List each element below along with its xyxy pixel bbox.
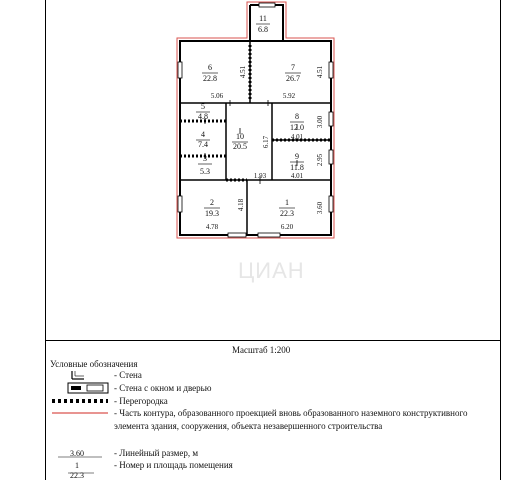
- dimension-label: 4.18: [237, 198, 245, 212]
- contour-part-symbol: [50, 406, 112, 420]
- room-number: 11: [259, 14, 267, 23]
- dimension-label: 4.01: [290, 133, 304, 141]
- room-label-9: [290, 152, 304, 172]
- dimension-label: 4.51: [239, 65, 247, 79]
- dimension-label: 2.95: [316, 153, 324, 167]
- room-area: 12.0: [290, 123, 304, 132]
- room-number: 5: [201, 102, 205, 111]
- room-area: 22.8: [203, 74, 217, 83]
- room-number: 1: [285, 198, 289, 207]
- room-label-4: [196, 130, 210, 149]
- room-number: 8: [295, 112, 299, 121]
- room-area: 20.5: [233, 142, 247, 151]
- room-area: 6.8: [258, 25, 268, 34]
- dimension-label: 5.92: [282, 92, 296, 100]
- room-number: 3: [203, 154, 207, 163]
- room-number: 9: [295, 152, 299, 161]
- room-label-1: [279, 198, 295, 218]
- room-number: 2: [210, 198, 214, 207]
- watermark: ЦИАН: [238, 258, 305, 283]
- legend-sample-dimension: 3.60: [70, 449, 84, 458]
- dimension-label: 4.51: [316, 65, 324, 79]
- legend-sample-room-no: 1: [75, 461, 79, 470]
- wall-symbol: [50, 368, 112, 382]
- dimension-label: 4.01: [290, 172, 304, 180]
- room-label-5: [196, 102, 210, 121]
- room-area: 11.8: [290, 163, 304, 172]
- legend-wall-window-door: - Стена с окном и дверью: [114, 383, 212, 393]
- legend-sample-room-area: 22.3: [70, 471, 84, 480]
- room-number: 7: [291, 63, 295, 72]
- room-label-2: [204, 198, 220, 218]
- dimension-label: 1.93: [253, 172, 267, 180]
- room-number: 4: [201, 130, 205, 139]
- scale-label: Масштаб 1:200: [232, 345, 291, 355]
- wall-window-door-symbol: [50, 381, 112, 395]
- dimension-label: 6.17: [262, 135, 270, 149]
- sheet-frame-divider: [45, 340, 500, 341]
- legend-contour-part: - Часть контура, образованного проекцией вновь образованного наземного конструктивного элемента здания, сооружения, объекта незавершенного строительства: [114, 408, 468, 431]
- room-area: 7.4: [198, 140, 208, 149]
- room-area: 5.3: [200, 167, 210, 176]
- room-label-7: [285, 63, 301, 83]
- room-number: 10: [236, 132, 244, 141]
- dimension-label: 5.06: [210, 92, 224, 100]
- dimension-label: 4.78: [205, 223, 219, 231]
- legend-room-number: - Номер и площадь помещения: [114, 460, 233, 470]
- room-number: 6: [208, 63, 212, 72]
- room-label-8: [290, 112, 304, 132]
- dimension-label: 6.20: [280, 223, 294, 231]
- room-area: 26.7: [286, 74, 300, 83]
- room-label-10: [232, 132, 248, 151]
- room-area: 19.3: [205, 209, 219, 218]
- dimension-ticks: [205, 100, 297, 184]
- legend-wall: - Стена: [114, 370, 142, 380]
- legend-linear-dimension: - Линейный размер, м: [114, 448, 199, 458]
- room-area: 22.3: [280, 209, 294, 218]
- legend-partition: - Перегородка: [114, 396, 168, 406]
- dimension-label: 3.60: [316, 201, 324, 215]
- room-label-6: [202, 63, 218, 83]
- room-label-11: [256, 14, 270, 34]
- legend-title: Условные обозначения: [50, 359, 138, 369]
- dimension-label: 3.00: [316, 115, 324, 129]
- room-area: 4.8: [198, 112, 208, 121]
